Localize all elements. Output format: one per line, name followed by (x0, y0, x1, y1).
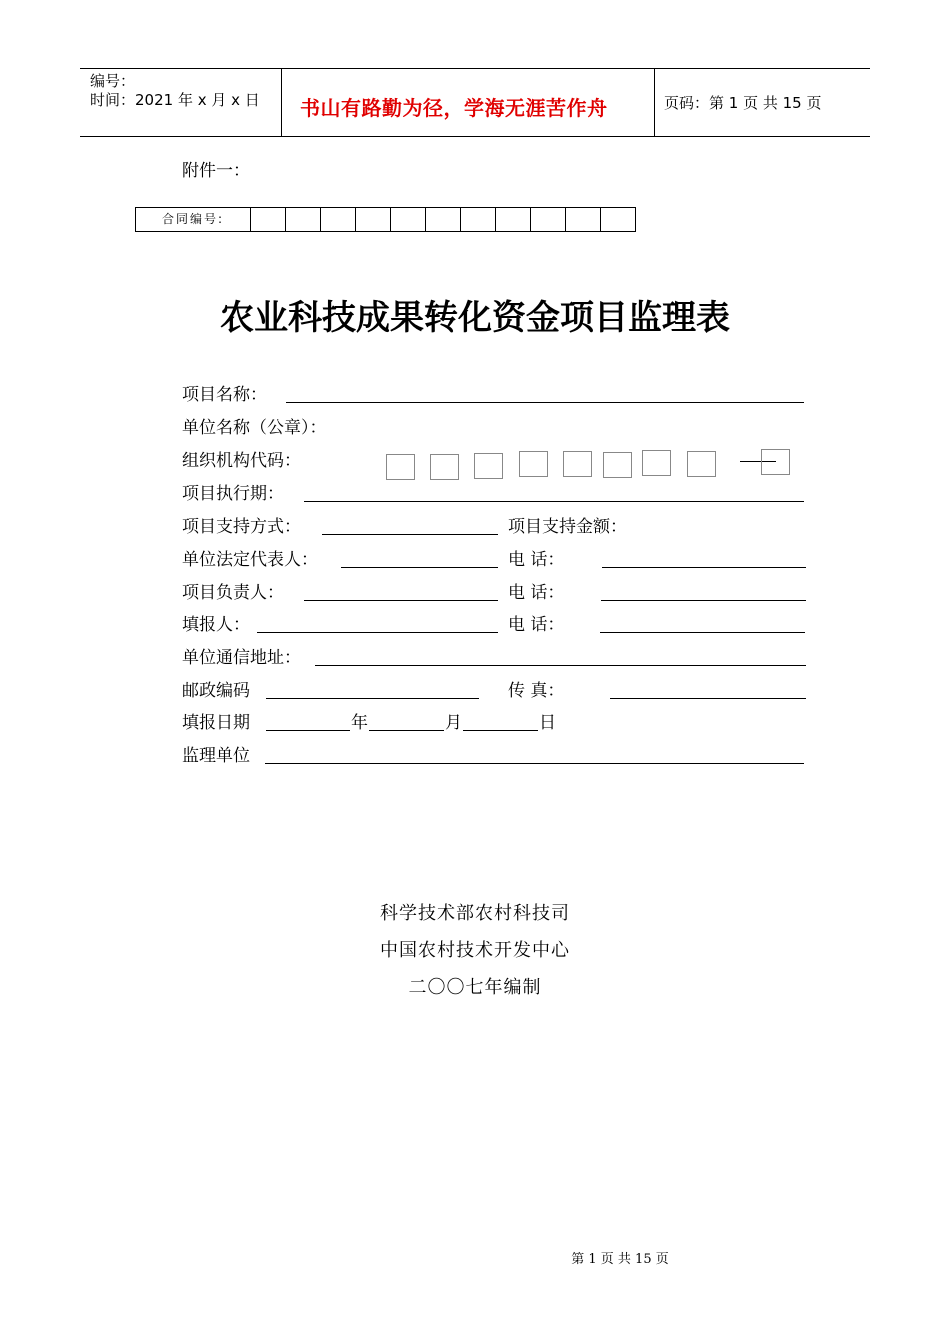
filler-phone-label: 电 话： (508, 615, 565, 635)
project-name-field[interactable] (286, 402, 804, 403)
address-label: 单位通信地址： (182, 648, 301, 668)
fill-month-label: 月 (445, 713, 462, 733)
header-divider-left (281, 68, 282, 136)
org-code-check-box[interactable] (761, 449, 790, 475)
postcode-label: 邮政编码 (182, 681, 250, 701)
support-method-label: 项目支持方式： (182, 517, 301, 537)
header-page-label: 页码：第 1 页 共 15 页 (664, 94, 822, 112)
support-method-field[interactable] (322, 534, 498, 535)
contract-number-cell[interactable] (321, 208, 356, 231)
fill-year-field[interactable] (266, 730, 350, 731)
legal-rep-label: 单位法定代表人： (182, 550, 318, 570)
contract-number-cell[interactable] (426, 208, 461, 231)
org-code-box[interactable] (687, 451, 716, 477)
project-lead-phone-label: 电 话： (508, 583, 565, 603)
postcode-field[interactable] (266, 698, 479, 699)
legal-rep-field[interactable] (341, 567, 498, 568)
org-code-box[interactable] (430, 454, 459, 480)
header-time-label: 时间：2021 年 x 月 x 日 (90, 91, 260, 109)
fax-label: 传 真： (508, 681, 565, 701)
org-code-box[interactable] (386, 454, 415, 480)
issuer-line: 科学技术部农村科技司 (380, 903, 570, 924)
fill-year-label: 年 (351, 713, 368, 733)
org-code-label: 组织机构代码： (182, 451, 301, 471)
issuer-date-line: 二〇〇七年编制 (408, 977, 542, 998)
contract-number-cell[interactable] (566, 208, 601, 231)
contract-number-cell[interactable] (531, 208, 566, 231)
contract-number-cell[interactable] (391, 208, 426, 231)
header-motto: 书山有路勤为径，学海无涯苦作舟 (300, 96, 608, 120)
header-divider-right (654, 68, 655, 136)
fill-day-label: 日 (539, 713, 556, 733)
supervisor-label: 监理单位 (182, 746, 250, 766)
issuer-line: 中国农村技术开发中心 (380, 940, 570, 961)
contract-number-cell[interactable] (251, 208, 286, 231)
contract-number-cell[interactable] (461, 208, 496, 231)
project-lead-phone-field[interactable] (601, 600, 806, 601)
project-name-label: 项目名称： (182, 385, 267, 405)
contract-number-cell[interactable] (286, 208, 321, 231)
attachment-label: 附件一： (182, 161, 250, 181)
address-field[interactable] (315, 665, 806, 666)
filler-phone-field[interactable] (600, 632, 805, 633)
unit-name-label: 单位名称（公章）： (182, 418, 327, 438)
fill-month-field[interactable] (369, 730, 444, 731)
header-number-label: 编号： (90, 72, 136, 90)
filler-label: 填报人： (182, 615, 250, 635)
project-lead-field[interactable] (304, 600, 498, 601)
document-title: 农业科技成果转化资金项目监理表 (220, 298, 730, 338)
header-bottom-rule (80, 136, 870, 137)
fill-date-label: 填报日期 (182, 713, 250, 733)
supervisor-field[interactable] (265, 763, 804, 764)
org-code-box[interactable] (603, 452, 632, 478)
legal-rep-phone-label: 电 话： (508, 550, 565, 570)
legal-rep-phone-field[interactable] (602, 567, 806, 568)
exec-period-field[interactable] (304, 501, 804, 502)
org-code-box[interactable] (563, 451, 592, 477)
contract-number-cell[interactable] (496, 208, 531, 231)
filler-field[interactable] (257, 632, 498, 633)
contract-number-cell[interactable] (356, 208, 391, 231)
exec-period-label: 项目执行期： (182, 484, 284, 504)
contract-number-label: 合同编号: (136, 208, 251, 231)
contract-number-cell[interactable] (601, 208, 635, 231)
header-top-rule (80, 68, 870, 69)
fax-field[interactable] (610, 698, 806, 699)
support-amount-label: 项目支持金额： (508, 517, 627, 537)
contract-number-box (135, 207, 636, 232)
org-code-box[interactable] (519, 451, 548, 477)
org-code-box[interactable] (474, 453, 503, 479)
project-lead-label: 项目负责人： (182, 583, 284, 603)
fill-day-field[interactable] (463, 730, 538, 731)
page-footer: 第 1 页 共 15 页 (571, 1252, 669, 1267)
org-code-box[interactable] (642, 450, 671, 476)
